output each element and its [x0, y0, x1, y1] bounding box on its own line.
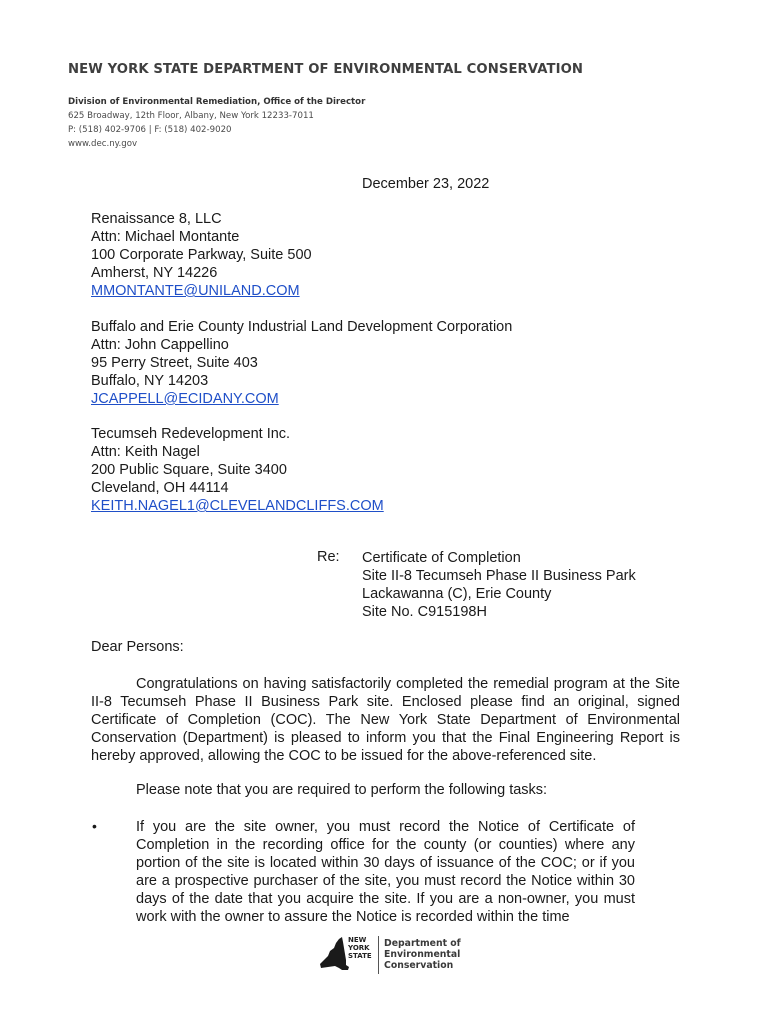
division-name: Division of Environmental Remediation, Office of the Director [68, 97, 366, 107]
recipient-attn: Attn: John Cappellino [91, 337, 229, 353]
recipient-city: Cleveland, OH 44114 [91, 480, 229, 496]
recipient-name: Buffalo and Erie County Industrial Land Development Corporation [91, 319, 513, 335]
recipient-block [91, 318, 512, 408]
recipient-attn: Attn: Keith Nagel [91, 444, 200, 460]
re-line: Site II-8 Tecumseh Phase II Business Park [362, 568, 636, 584]
dec-wordmark-line: Environmental [384, 949, 461, 960]
body-paragraph: Congratulations on having satisfactorily completed the remedial program at the Site II-8 Tecumseh Phase II Business Park site. Enclosed please find an original, signed Certificate of Completion (COC). The New York State Department of Environmental Conservation (Department) is pleased to inform you that the Final Engineering Report is hereby approved, allowing the COC to be issued for the above-referenced site. [91, 676, 680, 764]
recipient-email-link[interactable]: KEITH.NAGEL1@CLEVELANDCLIFFS.COM [91, 498, 384, 514]
ny-state-wordmark: NEW YORK STATE [348, 936, 372, 960]
recipient-name: Tecumseh Redevelopment Inc. [91, 426, 291, 442]
recipient-block [91, 425, 384, 515]
agency-name: NEW YORK STATE DEPARTMENT OF ENVIRONMENTAL CONSERVATION [68, 62, 584, 77]
website: www.dec.ny.gov [68, 139, 138, 149]
phone-fax: P: (518) 402-9706 | F: (518) 402-9020 [68, 125, 232, 135]
recipient-name: Renaissance 8, LLC [91, 211, 222, 227]
recipient-block [91, 210, 312, 300]
re-line: Lackawanna (C), Erie County [362, 586, 552, 602]
recipient-street: 95 Perry Street, Suite 403 [91, 355, 258, 371]
tasks-note: Please note that you are required to perform the following tasks: [136, 782, 548, 798]
ny-state-map-icon [316, 934, 350, 974]
re-label: Re: [317, 549, 340, 565]
logo-divider [378, 936, 379, 974]
bullet-item: If you are the site owner, you must record the Notice of Certificate of Completion in the recording office for the county (or counties) where any portion of the site is located within 30 days of issuance of the COC; or if you are a prospective purchaser of the site, you must record the Notice within 30 days of the date that you acquire the site. If you are a non-owner, you must work with the owner to assure the Notice is recorded within the time [136, 819, 635, 925]
re-line: Certificate of Completion [362, 550, 521, 566]
dec-wordmark-line: Department of [384, 938, 461, 949]
recipient-email-link[interactable]: JCAPPELL@ECIDANY.COM [91, 391, 279, 407]
dec-footer-logo [316, 934, 466, 976]
re-subject [362, 549, 636, 621]
dec-wordmark-line: Conservation [384, 960, 454, 971]
recipient-city: Amherst, NY 14226 [91, 265, 218, 281]
letterhead-info [68, 95, 365, 151]
bullet-marker: • [92, 818, 97, 834]
recipient-city: Buffalo, NY 14203 [91, 373, 209, 389]
re-line: Site No. C915198H [362, 604, 487, 620]
office-address: 625 Broadway, 12th Floor, Albany, New York 12233-7011 [68, 111, 314, 121]
salutation: Dear Persons: [91, 639, 184, 655]
letter-date: December 23, 2022 [362, 176, 490, 192]
dec-wordmark [384, 938, 461, 971]
recipient-email-link[interactable]: MMONTANTE@UNILAND.COM [91, 283, 300, 299]
recipient-attn: Attn: Michael Montante [91, 229, 240, 245]
recipient-street: 100 Corporate Parkway, Suite 500 [91, 247, 312, 263]
recipient-street: 200 Public Square, Suite 3400 [91, 462, 287, 478]
